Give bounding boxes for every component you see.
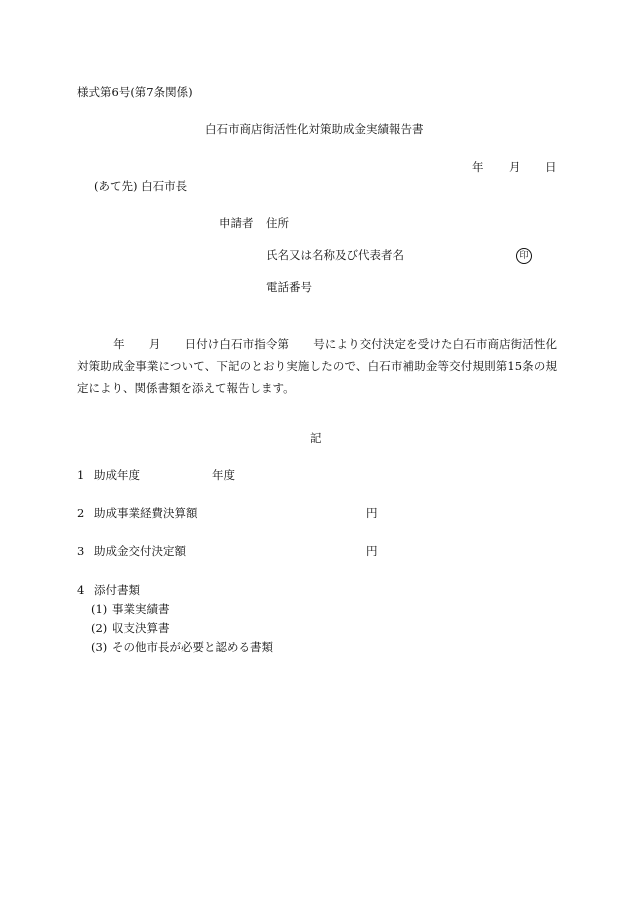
date-month-label: 月 <box>509 160 521 174</box>
document-title: 白石市商店街活性化対策助成金実績報告書 <box>205 122 424 136</box>
attachment-1-text: 事業実績書 <box>112 602 170 616</box>
attachment-3-text: その他市長が必要と認める書類 <box>112 640 273 654</box>
item-2-label: 助成事業経費決算額 <box>94 506 198 520</box>
item-1-label: 助成年度 <box>94 468 140 482</box>
item-3-suffix: 円 <box>366 544 378 558</box>
attachment-1-number: (1) <box>91 602 108 616</box>
date-day-label: 日 <box>545 160 557 174</box>
body-day-prefix: 日付け白石市指令第 <box>184 337 290 351</box>
item-1-suffix: 年度 <box>212 468 235 482</box>
body-month: 月 <box>148 337 161 351</box>
attachment-3-number: (3) <box>91 640 108 654</box>
item-4-label: 添付書類 <box>94 583 140 597</box>
item-2-number: 2 <box>77 506 85 520</box>
date-year-label: 年 <box>472 160 484 174</box>
form-number: 様式第6号(第7条関係) <box>77 85 193 99</box>
addressee: (あて先) 白石市長 <box>94 179 188 193</box>
seal-icon: 印 <box>516 248 532 264</box>
name-label: 氏名又は名称及び代表者名 <box>266 248 404 262</box>
phone-label: 電話番号 <box>266 280 312 294</box>
item-1-number: 1 <box>77 468 85 482</box>
item-2-suffix: 円 <box>366 506 378 520</box>
address-label: 住所 <box>266 216 289 230</box>
report-body-paragraph <box>77 333 557 399</box>
item-4-number: 4 <box>77 583 85 597</box>
body-rest: 号により交付決定を受けた白石市商店街活性化対策助成金事業について、下記のとおり実施したので、白石市補助金等交付規則第15条の規定により、関係書類を添えて報告します。 <box>77 337 558 395</box>
applicant-label: 申請者 <box>219 216 254 230</box>
attachment-2-text: 収支決算書 <box>112 621 170 635</box>
item-3-number: 3 <box>77 544 85 558</box>
ki-heading: 記 <box>310 431 322 445</box>
attachment-2-number: (2) <box>91 621 108 635</box>
body-year: 年 <box>113 337 125 351</box>
item-3-label: 助成金交付決定額 <box>94 544 186 558</box>
